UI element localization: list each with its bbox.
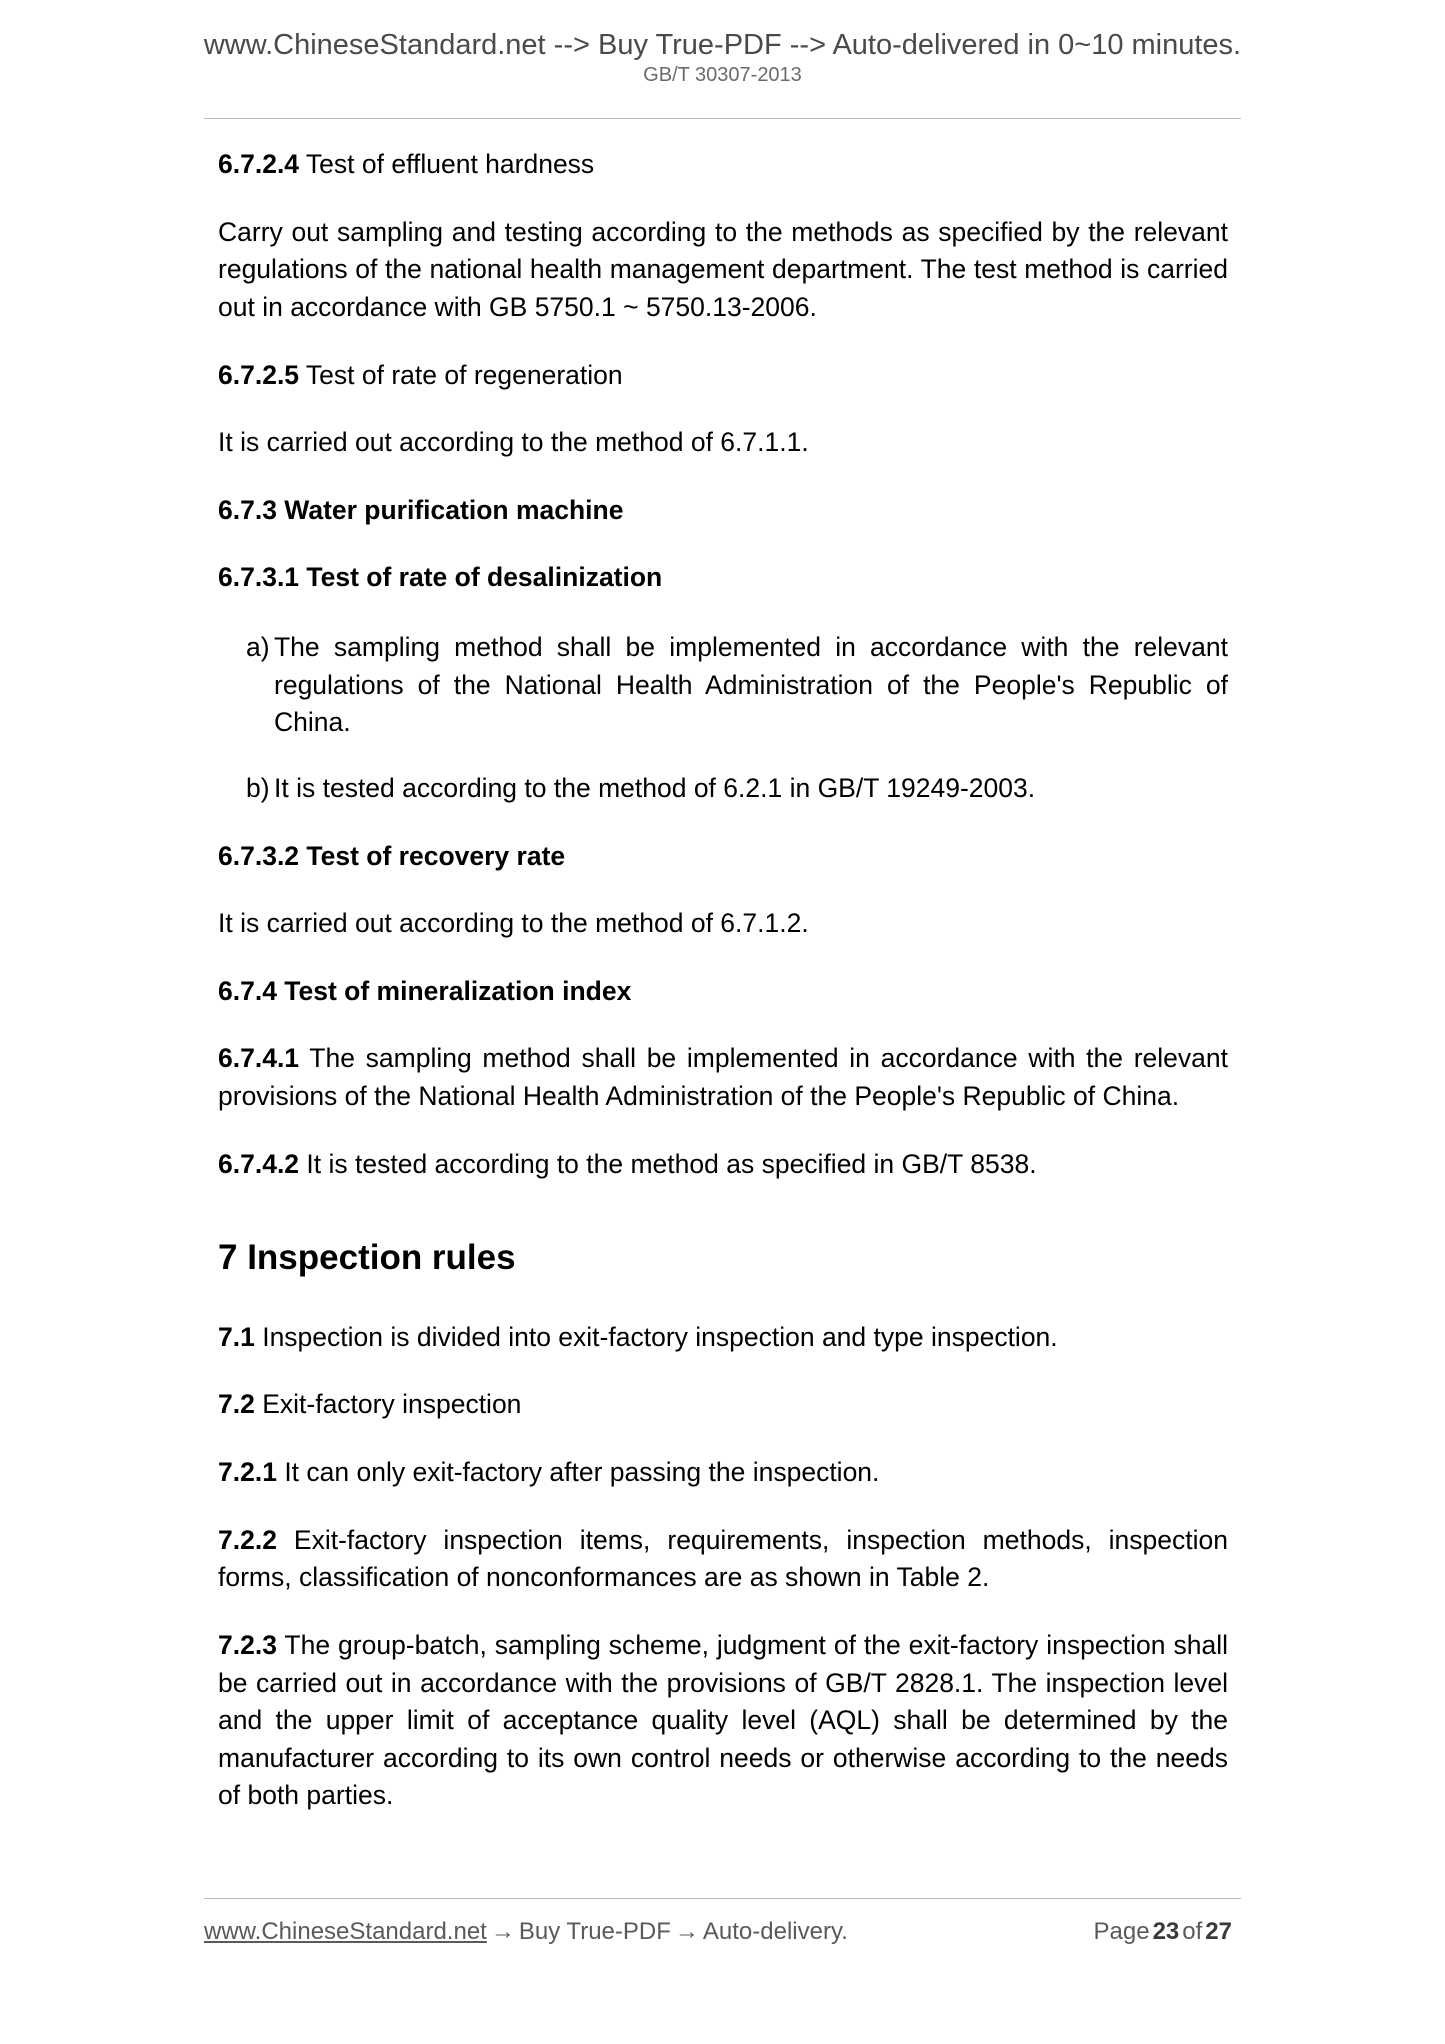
clause-6-7-2-4-heading [218, 146, 1228, 184]
list-marker: b) [246, 772, 270, 803]
page-number: 23 [1152, 1918, 1180, 1945]
clause-number: 7.2 [218, 1389, 255, 1420]
clause-number: 7.2.2 [218, 1524, 277, 1555]
clause-text: The group-batch, sampling scheme, judgment of the exit-factory inspection shall be carried out in accordance with the provisions of GB/T 2828.1. The inspection level and the upper limit of acceptance quality level (AQL) shall be determined by the manufacturer according to its own control needs or otherwise according to the needs of both parties. [218, 1629, 1228, 1811]
clause-6-7-2-5-body: It is carried out according to the method of 6.7.1.1. [218, 427, 809, 458]
clause-text: The sampling method shall be implemented in accordance with the relevant provisions of the National Health Administration of the People's Republic of China. [218, 1043, 1228, 1111]
clause-text: Exit-factory inspection [254, 1389, 522, 1420]
page-label: Page [1093, 1918, 1150, 1945]
clause-6-7-3-1-list [218, 629, 1228, 808]
page-footer [204, 1918, 1241, 1946]
footer-divider [204, 1898, 1241, 1899]
standard-code: GB/T 30307-2013 [643, 63, 802, 86]
clause-number: 6.7.2.4 [218, 149, 300, 179]
arrow-right-icon: → [674, 1918, 699, 1945]
clause-6-7-4-1-body [218, 1040, 1228, 1115]
clause-number: 6.7.4.1 [218, 1043, 300, 1074]
list-marker: a) [246, 632, 270, 662]
list-item-text: It is tested according to the method of 6.2.1 in GB/T 19249-2003. [274, 772, 1036, 803]
page-header [0, 0, 1445, 86]
clause-6-7-3-2-body: It is carried out according to the method of 6.7.1.2. [218, 908, 809, 939]
clause-text: It is tested according to the method as specified in GB/T 8538. [299, 1148, 1037, 1179]
arrow-right-icon: → [490, 1918, 515, 1945]
list-item [218, 770, 1228, 808]
list-item-text: The sampling method shall be implemented in accordance with the relevant regulations of the National Health Administration of the People's Republic of China. [274, 632, 1228, 738]
clause-7-2-3-body [218, 1627, 1228, 1815]
clause-6-7-4-2-body [218, 1146, 1228, 1184]
clause-7-2-heading [218, 1386, 1228, 1424]
clause-6-7-4-heading: 6.7.4 Test of mineralization index [218, 975, 632, 1006]
clause-7-1-body [218, 1319, 1228, 1357]
list-item [218, 629, 1228, 742]
clause-number: 6.7.4.2 [218, 1148, 300, 1179]
clause-number: 7.1 [218, 1321, 255, 1352]
page-total: 27 [1205, 1918, 1232, 1945]
document-content [218, 146, 1228, 1845]
clause-text: It can only exit-factory after passing the inspection. [276, 1457, 880, 1487]
clause-text: Exit-factory inspection items, requirements, inspection methods, inspection forms, classification of nonconformances are as shown in Table 2. [218, 1524, 1228, 1593]
section-7-title: 7 Inspection rules [218, 1238, 516, 1278]
footer-site-link[interactable]: www.ChineseStandard.net [204, 1918, 487, 1945]
footer-delivery-text: Auto-delivery. [702, 1918, 848, 1945]
clause-6-7-3-1-heading: 6.7.3.1 Test of rate of desalinization [218, 562, 663, 593]
clause-6-7-2-4-body: Carry out sampling and testing according to the methods as specified by the relevant regulations of the national health management department. The test method is carried out in accordance with GB 5750.1 ~ 5750.13-2006. [218, 216, 1228, 322]
page-of-label: of [1182, 1918, 1203, 1945]
clause-7-2-2-body [218, 1522, 1228, 1597]
footer-promo [204, 1918, 848, 1946]
clause-number: 7.2.3 [218, 1629, 277, 1660]
footer-buy-text: Buy True-PDF [518, 1918, 671, 1945]
clause-title: Test of effluent hardness [299, 149, 595, 179]
clause-number: 6.7.2.5 [218, 359, 300, 390]
clause-6-7-3-2-heading: 6.7.3.2 Test of recovery rate [218, 840, 566, 871]
promo-banner: www.ChineseStandard.net --> Buy True-PDF --> Auto-delivered in 0~10 minutes. [203, 29, 1242, 61]
header-divider [204, 118, 1241, 119]
clause-number: 7.2.1 [218, 1457, 277, 1487]
clause-text: Inspection is divided into exit-factory inspection and type inspection. [254, 1321, 1058, 1352]
clause-7-2-1-body [218, 1454, 1228, 1492]
clause-6-7-2-5-heading [218, 357, 1228, 395]
clause-title: Test of rate of regeneration [299, 359, 623, 390]
page-indicator [1094, 1918, 1241, 1946]
clause-6-7-3-heading: 6.7.3 Water purification machine [218, 494, 624, 525]
